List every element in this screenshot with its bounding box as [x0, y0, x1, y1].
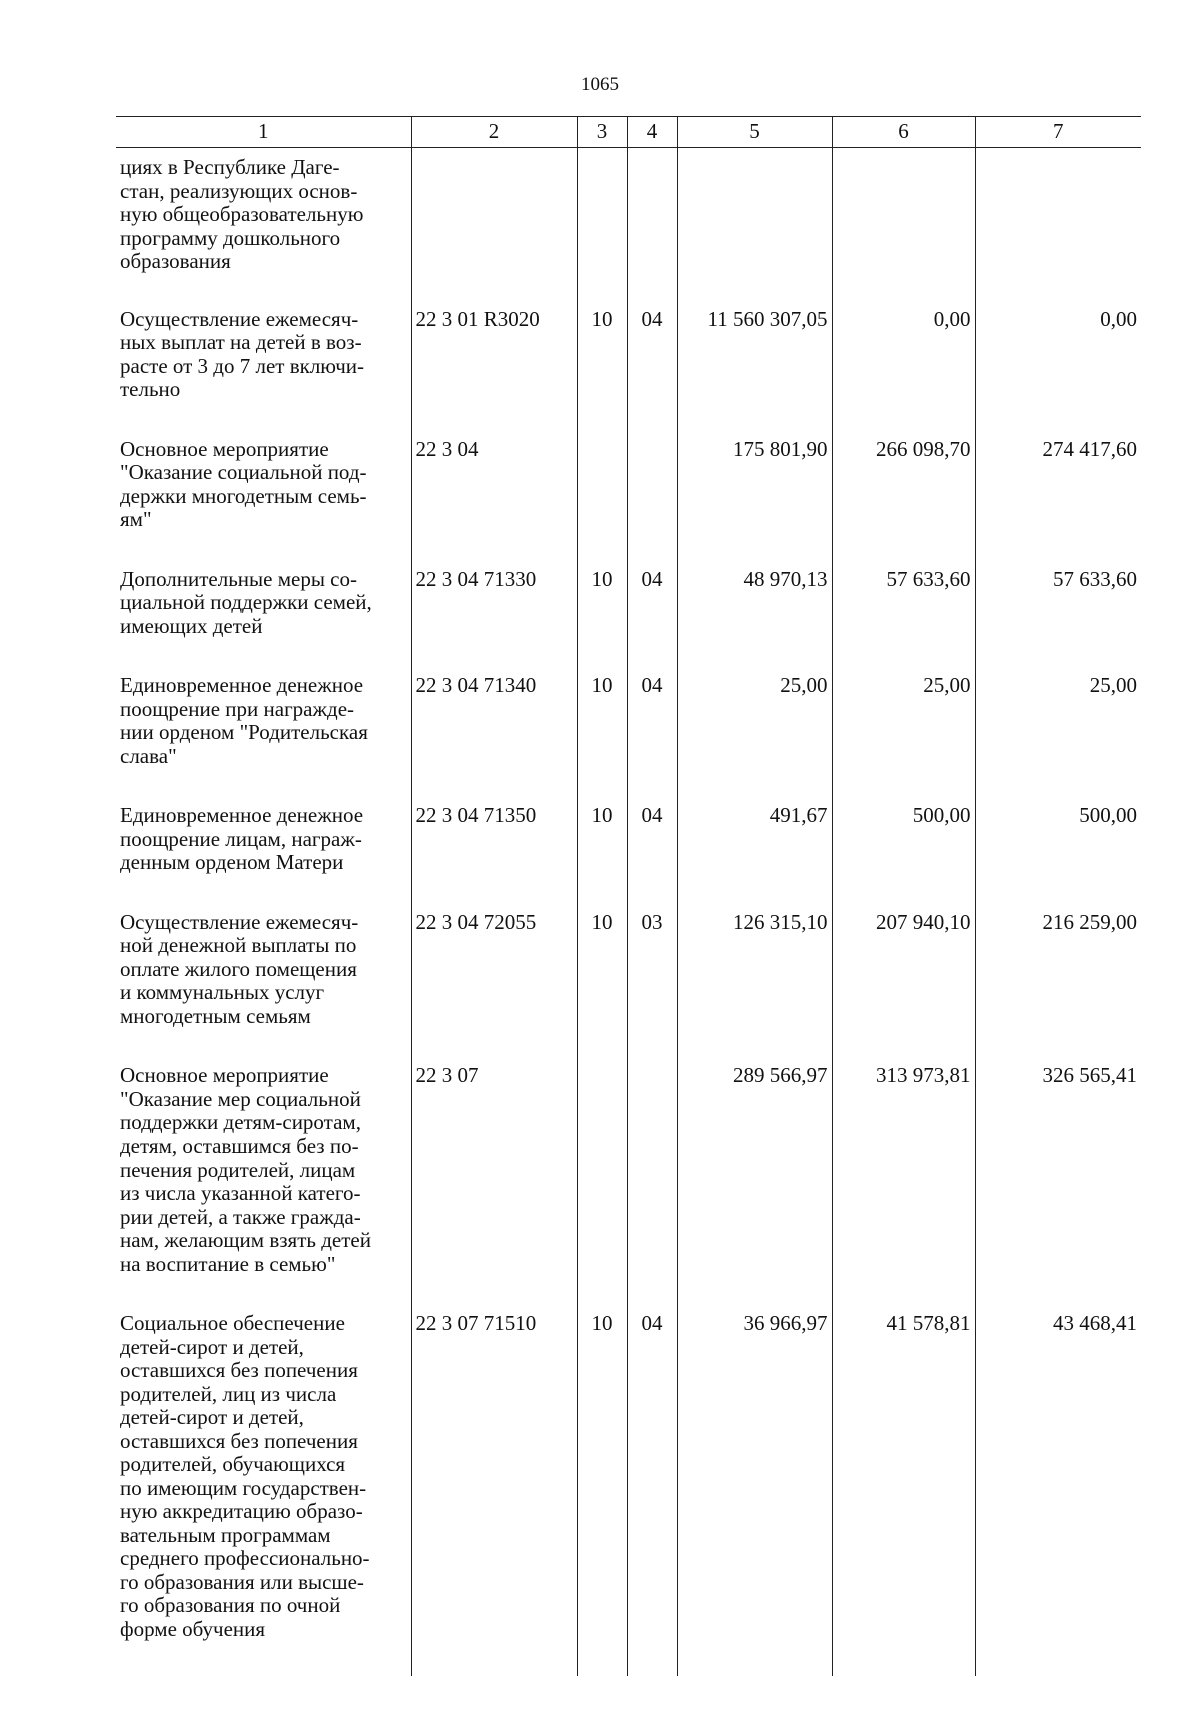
row-code-cell: 22 3 04 71350 [411, 796, 577, 903]
row-amount-col6-cell: 0,00 [832, 300, 975, 430]
row-name-line: держки многодетным семь- [120, 483, 367, 508]
row-amount-col7-cell: 216 259,00 [975, 903, 1141, 1057]
row-name-line: имеющих детей [120, 613, 263, 638]
row-name-cell [116, 430, 411, 560]
row-name-line: детей-сирот и детей, [120, 1405, 304, 1430]
row-amount-col6-cell: 313 973,81 [832, 1056, 975, 1304]
row-name-line: по имеющим государствен- [120, 1475, 367, 1500]
row-name-line: циальной поддержки семей, [120, 590, 372, 615]
header-col-7: 7 [975, 117, 1141, 148]
row-name-line: ную общеобразовательную [120, 202, 364, 227]
header-col-3: 3 [577, 117, 627, 148]
row-name-line: Осуществление ежемесяч- [120, 306, 359, 331]
row-name-line: многодетным семьям [120, 1003, 311, 1028]
row-amount-col6-cell: 207 940,10 [832, 903, 975, 1057]
row-subsection-cell: 03 [627, 903, 677, 1057]
row-name-line: циях в Республике Даге- [120, 155, 340, 179]
table-header [116, 117, 1141, 148]
row-name-cell [116, 300, 411, 430]
row-name-line: поддержки детям-сиротам, [120, 1110, 361, 1135]
row-name-line: ную аккредитацию образо- [120, 1499, 363, 1524]
row-name-line: оставшихся без попечения [120, 1358, 358, 1383]
row-code-cell: 22 3 07 71510 [411, 1304, 577, 1676]
row-subsection-cell: 04 [627, 300, 677, 430]
row-name-line: денным орденом Матери [120, 850, 344, 875]
row-subsection-cell: 04 [627, 1304, 677, 1676]
row-name-cell [116, 666, 411, 796]
page-number: 1065 [581, 74, 619, 95]
row-subsection-cell: 04 [627, 796, 677, 903]
row-name-line: и коммунальных услуг [120, 980, 325, 1005]
row-name-line: тельно [120, 377, 181, 402]
row-name-line: "Оказание мер социальной [120, 1086, 361, 1111]
row-subsection-cell [627, 148, 677, 300]
row-name-cell [116, 1304, 411, 1676]
row-amount-col5-cell: 48 970,13 [677, 560, 832, 667]
header-col-4: 4 [627, 117, 677, 148]
header-col-6: 6 [832, 117, 975, 148]
row-amount-col5-cell: 25,00 [677, 666, 832, 796]
budget-table-container [116, 116, 1141, 1676]
row-name-line: образования [120, 249, 231, 274]
row-section-cell [577, 148, 627, 300]
table-row [116, 430, 1141, 560]
row-amount-col5-cell: 11 560 307,05 [677, 300, 832, 430]
row-name-line: ной денежной выплаты по [120, 933, 357, 958]
row-name-line: го образования по очной [120, 1593, 341, 1618]
row-name-line: оплате жилого помещения [120, 956, 357, 981]
row-amount-col7-cell: 0,00 [975, 300, 1141, 430]
table-row [116, 666, 1141, 796]
row-subsection-cell [627, 1056, 677, 1304]
row-amount-col6-cell: 57 633,60 [832, 560, 975, 667]
row-name-line: рии детей, а также гражда- [120, 1204, 361, 1229]
row-section-cell: 10 [577, 903, 627, 1057]
row-code-cell: 22 3 04 71340 [411, 666, 577, 796]
row-name-line: среднего профессионально- [120, 1546, 370, 1571]
budget-table [116, 116, 1141, 1676]
row-name-line: нам, желающим взять детей [120, 1228, 371, 1253]
header-col-1: 1 [116, 117, 411, 148]
row-name-line: вательным программам [120, 1522, 331, 1547]
row-name-cell [116, 148, 411, 300]
row-name-cell [116, 560, 411, 667]
row-code-cell: 22 3 01 R3020 [411, 300, 577, 430]
header-col-5: 5 [677, 117, 832, 148]
row-amount-col5-cell [677, 148, 832, 300]
row-name-line: родителей, лиц из числа [120, 1381, 337, 1406]
row-amount-col6-cell: 500,00 [832, 796, 975, 903]
row-name-line: Единовременное денежное [120, 803, 364, 828]
row-subsection-cell: 04 [627, 666, 677, 796]
row-code-cell: 22 3 04 72055 [411, 903, 577, 1057]
table-row [116, 560, 1141, 667]
row-name-line: печения родителей, лицам [120, 1157, 356, 1182]
table-row [116, 300, 1141, 430]
row-code-cell: 22 3 07 [411, 1056, 577, 1304]
row-amount-col5-cell: 36 966,97 [677, 1304, 832, 1676]
row-name-line: го образования или высше- [120, 1569, 364, 1594]
row-name-cell [116, 903, 411, 1057]
row-section-cell: 10 [577, 1304, 627, 1676]
row-name-line: расте от 3 до 7 лет включи- [120, 353, 364, 378]
row-name-line: Единовременное денежное [120, 673, 364, 698]
table-row [116, 903, 1141, 1057]
row-amount-col5-cell: 289 566,97 [677, 1056, 832, 1304]
row-name-line: из числа указанной катего- [120, 1181, 361, 1206]
row-name-line: оставшихся без попечения [120, 1428, 358, 1453]
row-amount-col6-cell: 41 578,81 [832, 1304, 975, 1676]
row-section-cell [577, 430, 627, 560]
row-amount-col6-cell [832, 148, 975, 300]
row-amount-col7-cell: 326 565,41 [975, 1056, 1141, 1304]
row-name-line: слава" [120, 743, 177, 768]
table-row [116, 1056, 1141, 1304]
row-amount-col6-cell: 266 098,70 [832, 430, 975, 560]
row-amount-col7-cell: 500,00 [975, 796, 1141, 903]
row-amount-col7-cell [975, 148, 1141, 300]
row-amount-col5-cell: 175 801,90 [677, 430, 832, 560]
row-name-line: ных выплат на детей в воз- [120, 330, 362, 355]
row-name-line: программу дошкольного [120, 225, 341, 250]
row-section-cell [577, 1056, 627, 1304]
table-row [116, 148, 1141, 300]
row-amount-col5-cell: 126 315,10 [677, 903, 832, 1057]
row-name-line: детям, оставшимся без по- [120, 1133, 359, 1158]
table-row [116, 1304, 1141, 1676]
header-row [116, 117, 1141, 148]
row-name-line: родителей, обучающихся [120, 1452, 346, 1477]
header-col-2: 2 [411, 117, 577, 148]
row-subsection-cell: 04 [627, 560, 677, 667]
row-name-line: стан, реализующих основ- [120, 178, 358, 203]
row-code-cell: 22 3 04 71330 [411, 560, 577, 667]
row-section-cell: 10 [577, 560, 627, 667]
row-name-line: "Оказание социальной под- [120, 460, 367, 485]
row-amount-col7-cell: 43 468,41 [975, 1304, 1141, 1676]
row-amount-col7-cell: 25,00 [975, 666, 1141, 796]
row-name-line: детей-сирот и детей, [120, 1334, 304, 1359]
row-amount-col7-cell: 57 633,60 [975, 560, 1141, 667]
row-subsection-cell [627, 430, 677, 560]
row-amount-col5-cell: 491,67 [677, 796, 832, 903]
row-name-line: поощрение при награжде- [120, 696, 355, 721]
row-code-cell: 22 3 04 [411, 430, 577, 560]
row-code-cell [411, 148, 577, 300]
row-name-line: ям" [120, 507, 152, 532]
row-name-line: Дополнительные меры со- [120, 566, 357, 591]
row-amount-col6-cell: 25,00 [832, 666, 975, 796]
row-name-line: Основное мероприятие [120, 1063, 329, 1088]
row-section-cell: 10 [577, 796, 627, 903]
table-row [116, 796, 1141, 903]
row-section-cell: 10 [577, 300, 627, 430]
row-name-line: поощрение лицам, награж- [120, 826, 362, 851]
row-name-line: Осуществление ежемесяч- [120, 909, 359, 934]
row-name-line: нии орденом "Родительская [120, 720, 368, 745]
row-name-line: на воспитание в семью" [120, 1251, 336, 1276]
row-name-line: Основное мероприятие [120, 436, 329, 461]
row-name-cell [116, 1056, 411, 1304]
row-amount-col7-cell: 274 417,60 [975, 430, 1141, 560]
row-section-cell: 10 [577, 666, 627, 796]
row-name-cell [116, 796, 411, 903]
row-name-line: форме обучения [120, 1616, 266, 1641]
row-name-line: Социальное обеспечение [120, 1311, 345, 1336]
table-body [116, 148, 1141, 1677]
